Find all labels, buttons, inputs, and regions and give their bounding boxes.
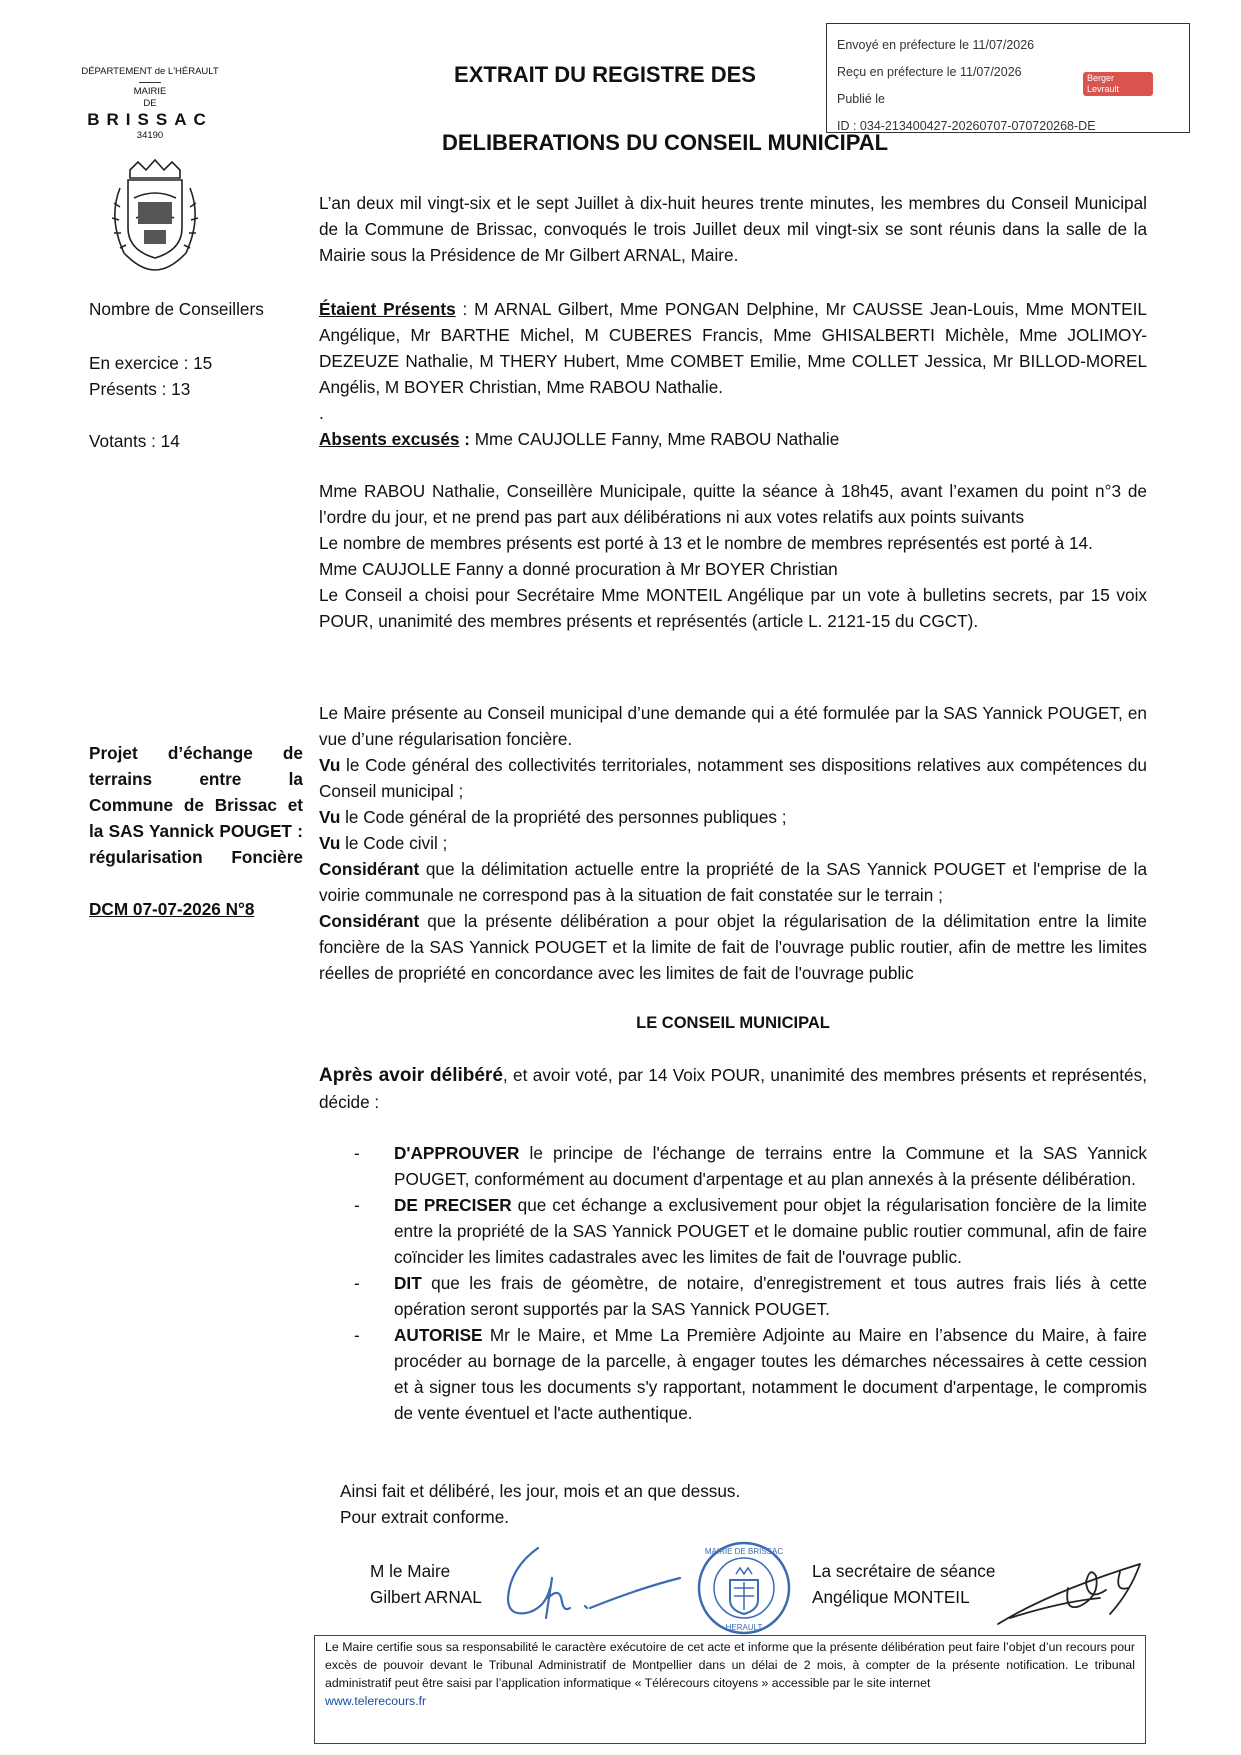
legal-notice (314, 1635, 1146, 1744)
appeal-notice-text: Le Maire certifie sous sa responsabilité le caractère exécutoire de cet acte et informe que la présente délibération peut faire l’objet d’un recours pour excès de pouvoir devant le Tribunal Administratif de Montpellier dans un délai de 2 mois, à compter de la présente notification. Le tribunal administratif peut être saisi par l’application informatique « Télérecours citoyens » accessible par le site internet (325, 1640, 1135, 1690)
department-name: DÉPARTEMENT de L'HÉRAULT (81, 66, 219, 77)
considerant-label: Considérant (319, 859, 420, 879)
mayor-signature-icon (490, 1538, 690, 1628)
legal-basis-3: Vu le Code civil ; (319, 833, 448, 853)
mairie-label: MAIRIE (133, 86, 167, 97)
considerant-label: Considérant (319, 911, 420, 931)
secretary-signature-block (812, 1558, 995, 1610)
after-deliberation-label: Après avoir délibéré (319, 1065, 503, 1086)
decision-verb: DE PRECISER (394, 1195, 512, 1215)
decision-item: - DIT que les frais de géomètre, de notaire, d'enregistrement et tous autres frais liés à cette opération seront supportés par la SAS Yannick POUGET. (354, 1273, 1147, 1319)
attendance-dot: . (319, 403, 324, 423)
decisions-list (354, 1140, 1147, 1426)
decision-intro (319, 1062, 1147, 1115)
attendance-present (319, 296, 1147, 400)
vote-result: , et avoir voté, par 14 Voix POUR, unanimité des membres présents et représentés, décide : (319, 1065, 1147, 1112)
deliberation-body (319, 700, 1147, 986)
prefecture-stamp (826, 23, 1190, 133)
vu-label: Vu (319, 755, 341, 775)
berger-levrault-logo: Berger Levrault (1083, 72, 1153, 96)
present-label: Étaient Présents (319, 299, 456, 319)
legal-basis-1: Vu le Code général des collectivités territoriales, notamment ses dispositions relatives aux compétences du Conseil municipal ; (319, 755, 1147, 801)
de-label: DE (143, 98, 157, 109)
attendance-absent (319, 426, 1147, 452)
legal-basis-2: Vu le Code général de la propriété des personnes publiques ; (319, 807, 787, 827)
act-id: ID : 034-213400427-20260707-070720268-DE (837, 119, 1096, 133)
svg-text:HERAULT: HERAULT (725, 1623, 763, 1632)
absent-colon: : (459, 429, 470, 449)
postcode: 34190 (136, 130, 164, 141)
secretary-signature-icon (990, 1552, 1165, 1632)
secretary-title: La secrétaire de séance (812, 1561, 996, 1581)
quorum-note: Le nombre de membres présents est porté à 13 et le nombre de membres représentés est porté à 14. (319, 533, 1093, 553)
secretary-name: Angélique MONTEIL (812, 1587, 970, 1607)
svg-text:MAIRIE DE BRISSAC: MAIRIE DE BRISSAC (704, 1547, 784, 1556)
decision-item: - DE PRECISER que cet échange a exclusivement pour objet la régularisation foncière de la limite entre la propriété de la SAS Yannick POUGET et le domaine public routier communal, afin de faire coïncider les limites cadastrales avec les limites de fait de l'ouvrage public. (354, 1195, 1147, 1267)
counsellors-voters: Votants : 14 (89, 431, 180, 451)
meeting-intro: L’an deux mil vingt-six et le sept Juillet à dix-huit heures trente minutes, les membres du Conseil Municipal de la Commune de Brissac, convoqués le trois Juillet deux mil vingt-six se sont réunis dans la salle de la Mairie sous la Présidence de Mr Gilbert ARNAL, Maire. (319, 193, 1147, 265)
departure-note: Mme RABOU Nathalie, Conseillère Municipale, quitte la séance à 18h45, avant l’examen du point n°3 de l’ordre du jour, et ne prend pas part aux délibérations ni aux votes relatifs aux points suivants (319, 481, 1147, 527)
sent-date: Envoyé en préfecture le 11/07/2026 (837, 38, 1035, 52)
closing-formula: Ainsi fait et délibéré, les jour, mois et an que dessus. Pour extrait conforme. (340, 1481, 741, 1527)
project-title: Projet d’échange de terrains entre la Commune de Brissac et la SAS Yannick POUGET : régularisation Foncière (89, 743, 303, 867)
recital-2: Considérant que la présente délibération a pour objet la régularisation de la délimitation entre la limite foncière de la SAS Yannick POUGET et la limite de fait de l'ouvrage public routier, afin de mettre les limites réelles de propriété en concordance avec les limites de fait de l'ouvrage public (319, 911, 1147, 983)
commune-header (60, 66, 240, 142)
telerecours-link[interactable]: www.telerecours.fr (325, 1694, 427, 1708)
decision-item: - D'APPROUVER le principe de l'échange de terrains entre la Commune et la SAS Yannick POUGET, conformément au document d'arpentage et au plan annexés à la présente délibération. (354, 1143, 1147, 1189)
header-rule (139, 82, 161, 83)
recital-1: Considérant que la délimitation actuelle entre la propriété de la SAS Yannick POUGET et l'emprise de la voirie communale ne correspond pas à la situation de fait constatée sur le terrain ; (319, 859, 1147, 905)
coat-of-arms-icon (100, 158, 210, 278)
present-names: : M ARNAL Gilbert, Mme PONGAN Delphine, Mr CAUSSE Jean-Louis, Mme MONTEIL Angélique, Mr BARTHE Michel, M CUBERES Francis, Mme GHISALBERTI Michèle, Mme JOLIMOY-DEZEUZE Nathalie, M THERY Hubert, Mme COMBET Emilie, Mme COLLET Jessica, Mr BILLOD-MOREL Angélis, M BOYER Christian, Mme RABOU Nathalie. (319, 299, 1147, 397)
decision-verb: AUTORISE (394, 1325, 483, 1345)
decision-verb: D'APPROUVER (394, 1143, 520, 1163)
vu-label: Vu (319, 807, 341, 827)
document-title-line2: DELIBERATIONS DU CONSEIL MUNICIPAL (441, 130, 889, 155)
mayor-title: M le Maire (370, 1561, 451, 1581)
mayor-signature-block (370, 1558, 482, 1610)
deliberation-reference: DCM 07-07-2026 N°8 (89, 899, 255, 919)
decision-item: - AUTORISE Mr le Maire, et Mme La Première Adjointe au Maire en l’absence du Maire, à faire procéder au bornage de la parcelle, à engager toutes les démarches nécessaires à cette cession et à signer tous les documents s'y rapportant, notamment le document d'arpentage, le compromis de vente éventuel et l'acte authentique. (354, 1325, 1147, 1423)
commune-name: BRISSAC (87, 110, 213, 129)
vu-label: Vu (319, 833, 341, 853)
secretary-note: Le Conseil a choisi pour Secrétaire Mme MONTEIL Angélique par un vote à bulletins secrets, par 15 voix POUR, unanimité des membres présents et représentés (article L. 2121-15 du CGCT). (319, 585, 1147, 631)
counsellors-label: Nombre de Conseillers (89, 299, 264, 319)
mayor-name: Gilbert ARNAL (370, 1587, 482, 1607)
document-title-line1: EXTRAIT DU REGISTRE DES (454, 62, 756, 87)
published-date: Publié le (837, 92, 885, 106)
municipal-seal-icon (696, 1540, 792, 1636)
presentation-text: Le Maire présente au Conseil municipal d’une demande qui a été formulée par la SAS Yannick POUGET, en vue d’une régularisation foncière. (319, 703, 1147, 749)
council-heading: LE CONSEIL MUNICIPAL (636, 1014, 830, 1032)
meeting-notes (319, 478, 1147, 634)
counsellors-present: Présents : 13 (89, 379, 191, 399)
proxy-note: Mme CAUJOLLE Fanny a donné procuration à Mr BOYER Christian (319, 559, 838, 579)
absent-names: Mme CAUJOLLE Fanny, Mme RABOU Nathalie (469, 429, 840, 449)
decision-verb: DIT (394, 1273, 422, 1293)
counsellors-in-office: En exercice : 15 (89, 353, 213, 373)
received-date: Reçu en préfecture le 11/07/2026 (837, 65, 1022, 79)
absent-label: Absents excusés (319, 429, 460, 449)
